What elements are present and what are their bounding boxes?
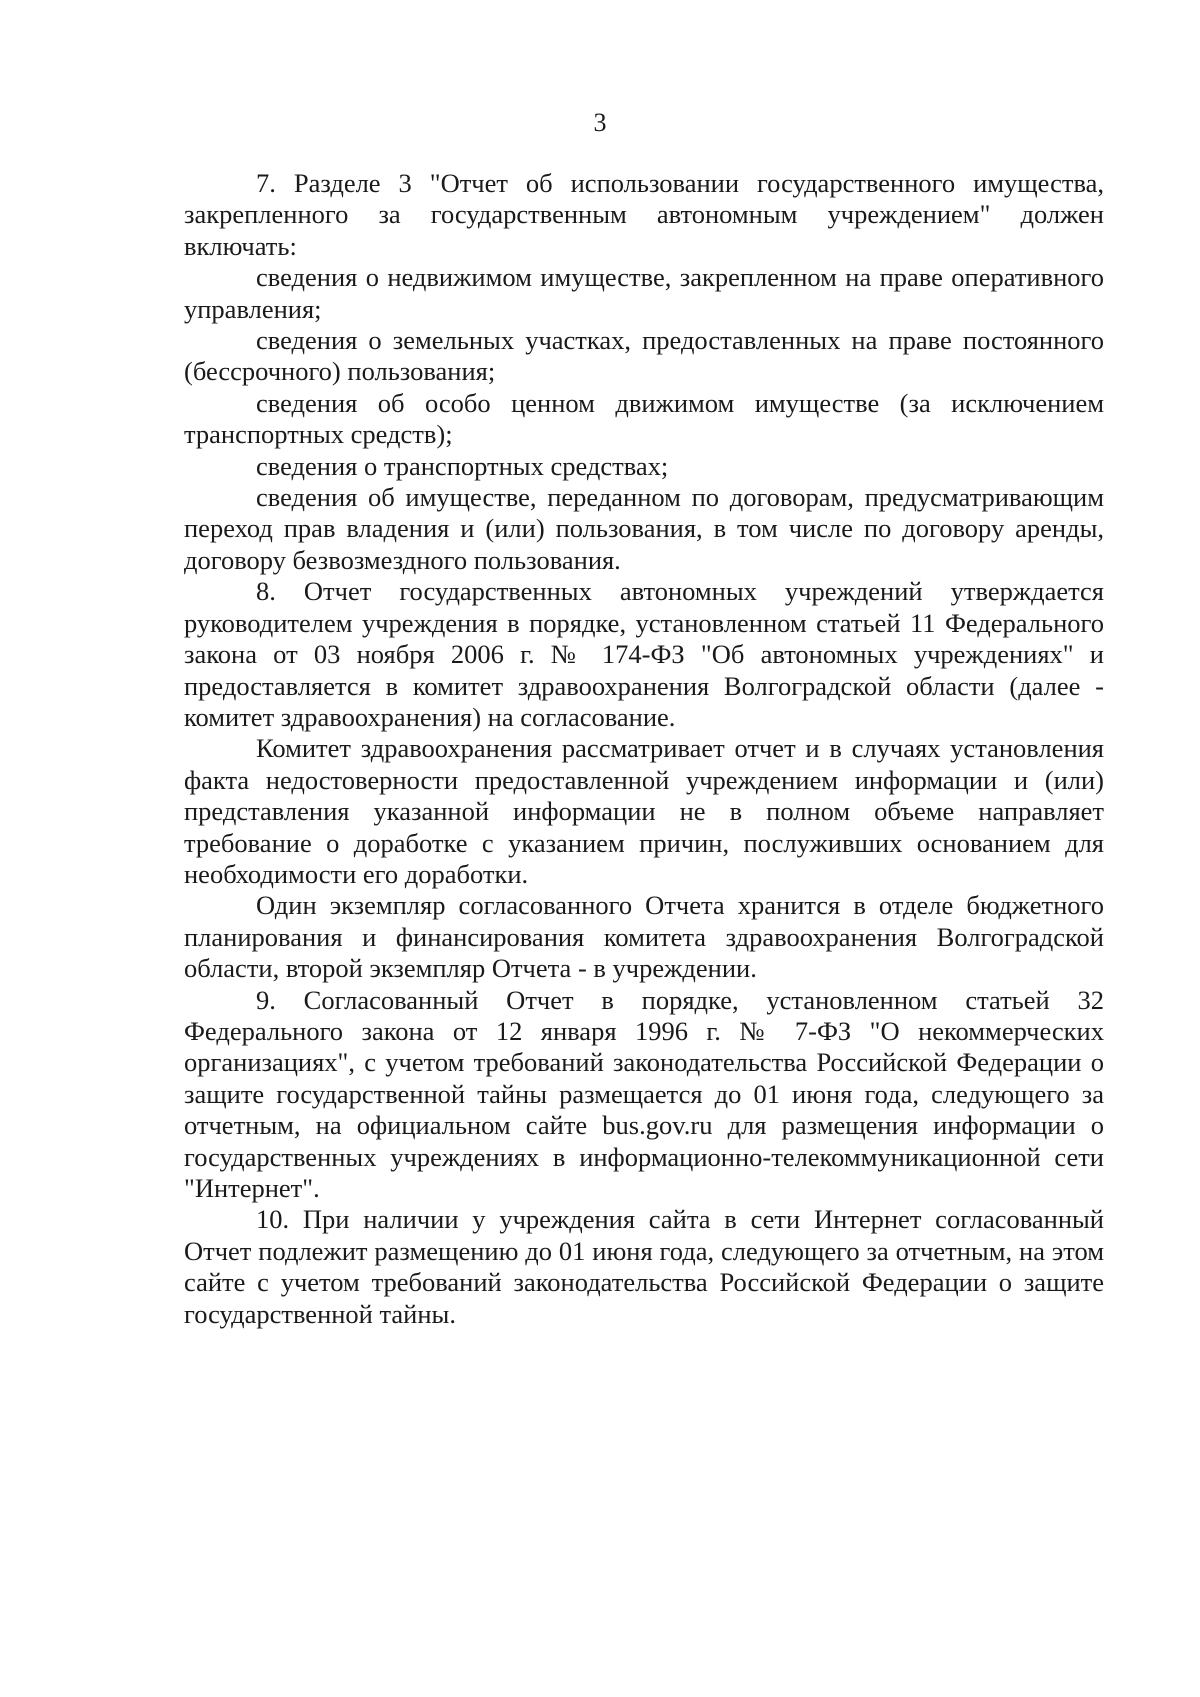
paragraph-section-8: 8. Отчет государственных автономных учреждений утверждается руководителем учреждения в порядке, установленном статьей 11 Федерального закона от 03 ноября 2006 г. № 174-ФЗ "Об автономных учреждениях" и предоставляется в комитет здравоохранения Волгоградской области (далее - комитет здравоохранения) на согласование. (184, 576, 1104, 732)
paragraph-section-9: 9. Согласованный Отчет в порядке, установленном статьей 32 Федерального закона от 12 января 1996 г. № 7-ФЗ "О некоммерческих организациях", с учетом требований законодательства Российской Федерации о защите государственной тайны размещается до 01 июня года, следующего за отчетным, на официальном сайте bus.gov.ru для размещения информации о государственных учреждениях в информационно-телекоммуникационной сети "Интернет". (184, 984, 1104, 1203)
paragraph-transferred-property: сведения об имуществе, переданном по договорам, предусматривающим переход прав владения и (или) пользования, в том числе по договору аренды, договору безвозмездного пользования. (184, 482, 1104, 575)
paragraph-real-estate: сведения о недвижимом имуществе, закрепленном на праве оперативного управления; (184, 262, 1104, 324)
paragraph-committee-review: Комитет здравоохранения рассматривает отчет и в случаях установления факта недостоверности предоставленной учреждением информации и (или) представления указанной информации не в полном объеме направляет требование о доработке с указанием причин, послуживших основанием для необходимости его доработки. (184, 733, 1104, 889)
paragraph-land-plots: сведения о земельных участках, предоставленных на праве постоянного (бессрочного) пользования; (184, 325, 1104, 387)
paragraph-vehicles: сведения о транспортных средствах; (256, 450, 669, 481)
paragraph-movable-property: сведения об особо ценном движимом имуществе (за исключением транспортных средств); (184, 387, 1104, 450)
paragraph-section-7: 7. Разделе 3 "Отчет об использовании государственного имущества, закрепленного за государственным автономным учреждением" должен включать: (184, 168, 1104, 261)
paragraph-report-copies: Один экземпляр согласованного Отчета хранится в отделе бюджетного планирования и финансирования комитета здравоохранения Волгоградской области, второй экземпляр Отчета - в учреждении. (184, 890, 1104, 984)
paragraph-section-10: 10. При наличии у учреждения сайта в сети Интернет согласованный Отчет подлежит размещению до 01 июня года, следующего за отчетным, на этом сайте с учетом требований законодательства Российской Федерации о защите государственной тайны. (184, 1204, 1104, 1329)
page-number: 3 (593, 108, 607, 137)
document-body (184, 168, 1104, 1330)
